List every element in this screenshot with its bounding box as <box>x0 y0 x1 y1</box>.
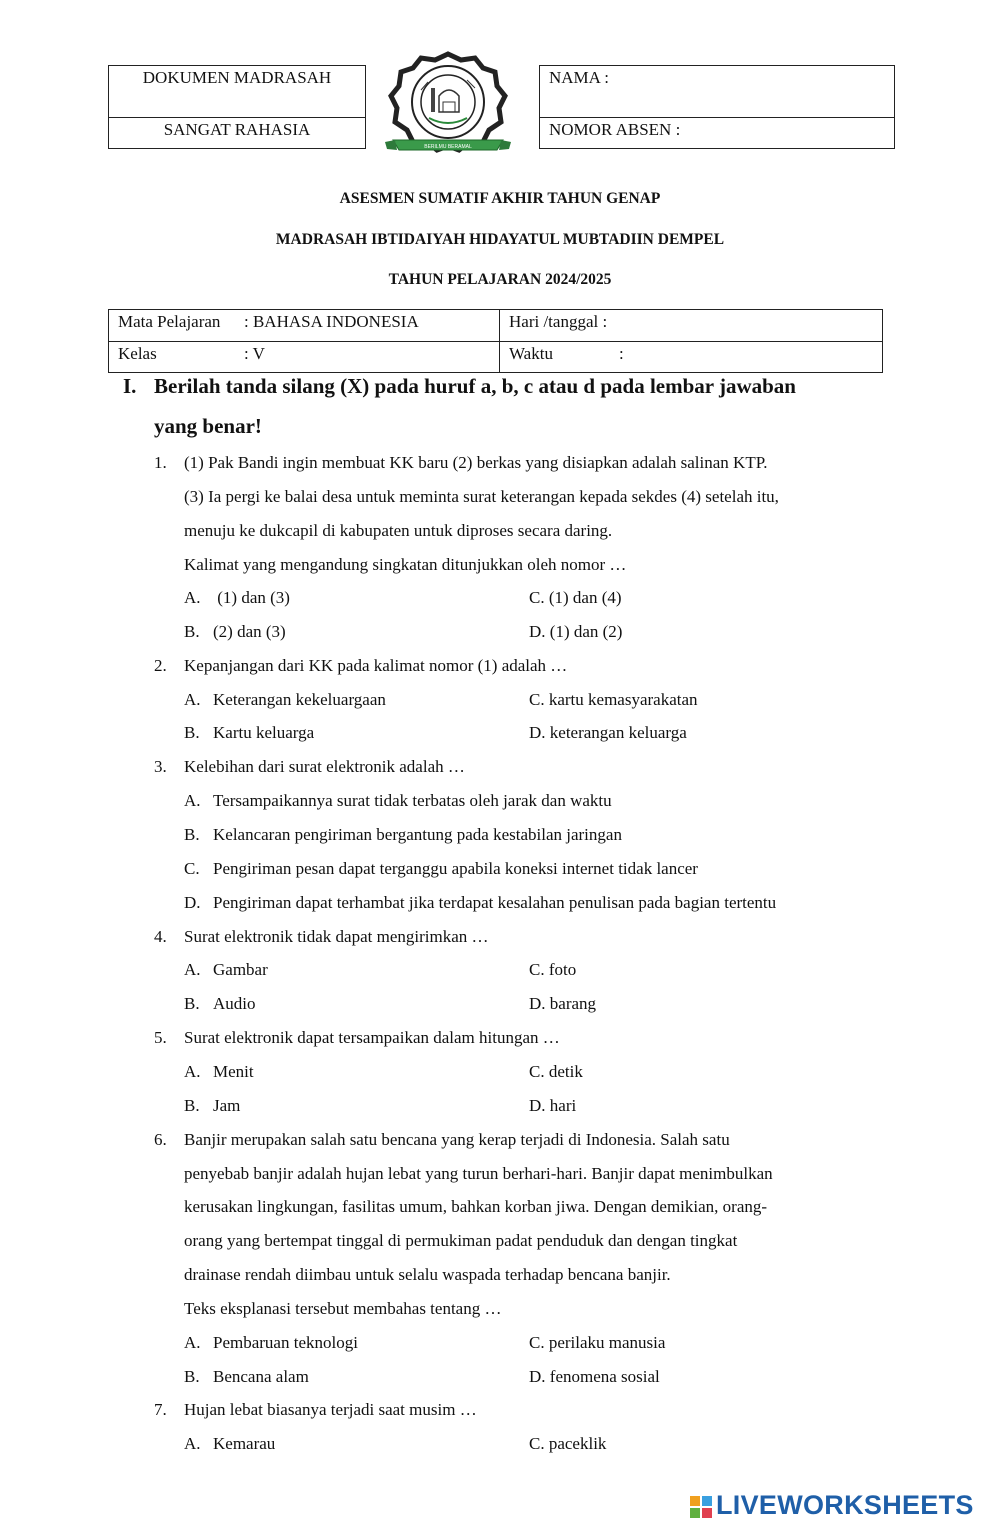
section-instruction-line2: yang benar! <box>154 414 262 438</box>
answer-option[interactable]: A. Keterangan kekeluargaan <box>184 690 386 709</box>
subject-label: Mata Pelajaran <box>118 312 221 331</box>
class-label: Kelas <box>118 344 157 363</box>
question-number: 2. <box>154 656 167 675</box>
date-label[interactable]: Hari /tanggal : <box>509 312 608 331</box>
answer-option[interactable]: C. perilaku manusia <box>529 1333 666 1352</box>
question-text: Kalimat yang mengandung singkatan ditunjukkan oleh nomor … <box>184 555 627 574</box>
liveworksheets-icon <box>690 1496 712 1518</box>
exam-title: ASESMEN SUMATIF AKHIR TAHUN GENAP <box>339 190 661 207</box>
subject-value: : BAHASA INDONESIA <box>244 312 419 331</box>
class-value: : V <box>244 344 265 363</box>
question-number: 1. <box>154 453 167 472</box>
liveworksheets-wordmark: LIVEWORKSHEETS <box>716 1490 974 1520</box>
answer-option[interactable]: B. Bencana alam <box>184 1367 309 1386</box>
question-text: drainase rendah diimbau untuk selalu waspada terhadap bencana banjir. <box>184 1265 671 1284</box>
answer-option[interactable]: C. detik <box>529 1062 583 1081</box>
answer-option[interactable]: D. hari <box>529 1096 577 1115</box>
question-text: (3) Ia pergi ke balai desa untuk meminta surat keterangan kepada sekdes (4) setelah itu, <box>184 487 779 506</box>
question-number: 6. <box>154 1130 167 1149</box>
academic-year: TAHUN PELAJARAN 2024/2025 <box>388 271 612 288</box>
answer-option[interactable]: D. fenomena sosial <box>529 1367 660 1386</box>
madrasah-logo <box>383 50 513 154</box>
header-left-box <box>108 65 366 149</box>
question-text: Surat elektronik dapat tersampaikan dalam hitungan … <box>184 1028 560 1047</box>
answer-option[interactable]: C. (1) dan (4) <box>529 588 622 607</box>
question-text: Hujan lebat biasanya terjadi saat musim … <box>184 1400 477 1419</box>
liveworksheets-logo[interactable] <box>690 1490 990 1524</box>
student-number-field[interactable]: NOMOR ABSEN : <box>549 120 681 139</box>
question-text: orang yang bertempat tinggal di permukiman padat penduduk dan dengan tingkat <box>184 1231 738 1250</box>
question-text: kerusakan lingkungan, fasilitas umum, bahkan korban jiwa. Dengan demikian, orang- <box>184 1197 768 1216</box>
section-instruction-line1: Berilah tanda silang (X) pada huruf a, b, c atau d pada lembar jawaban <box>154 374 796 398</box>
school-name: MADRASAH IBTIDAIYAH HIDAYATUL MUBTADIIN DEMPEL <box>275 231 725 248</box>
answer-option[interactable]: D. Pengiriman dapat terhambat jika terdapat kesalahan penulisan pada bagian tertentu <box>184 893 777 912</box>
exam-info-table <box>108 309 883 373</box>
answer-option[interactable]: A. (1) dan (3) <box>184 588 290 607</box>
question-number: 3. <box>154 757 167 776</box>
answer-option[interactable]: A. Tersampaikannya surat tidak terbatas oleh jarak dan waktu <box>184 791 612 810</box>
time-value[interactable]: : <box>619 344 624 363</box>
header-right-box <box>539 65 895 149</box>
answer-option[interactable]: A. Pembaruan teknologi <box>184 1333 358 1352</box>
question-text: Kepanjangan dari KK pada kalimat nomor (1) adalah … <box>184 656 568 675</box>
answer-option[interactable]: B. Kelancaran pengiriman bergantung pada kestabilan jaringan <box>184 825 622 844</box>
question-text: (1) Pak Bandi ingin membuat KK baru (2) berkas yang disiapkan adalah salinan KTP. <box>184 453 768 472</box>
answer-option[interactable]: C. paceklik <box>529 1434 607 1453</box>
answer-option[interactable]: C. Pengiriman pesan dapat terganggu apabila koneksi internet tidak lancer <box>184 859 698 878</box>
answer-option[interactable]: A. Menit <box>184 1062 254 1081</box>
answer-option[interactable]: A. Kemarau <box>184 1434 276 1453</box>
time-label: Waktu <box>509 344 553 363</box>
answer-option[interactable]: B. Jam <box>184 1096 241 1115</box>
svg-text:BERILMU BERAMAL: BERILMU BERAMAL <box>424 144 472 150</box>
question-number: 5. <box>154 1028 167 1047</box>
confidential-label: SANGAT RAHASIA <box>163 120 311 139</box>
answer-option[interactable]: C. kartu kemasyarakatan <box>529 690 698 709</box>
question-number: 4. <box>154 927 167 946</box>
question-text: Banjir merupakan salah satu bencana yang kerap terjadi di Indonesia. Salah satu <box>184 1130 730 1149</box>
answer-option[interactable]: D. keterangan keluarga <box>529 723 687 742</box>
student-name-field[interactable]: NAMA : <box>549 68 609 87</box>
answer-option[interactable]: D. barang <box>529 994 597 1013</box>
answer-option[interactable]: A. Gambar <box>184 960 268 979</box>
question-text: menuju ke dukcapil di kabupaten untuk diproses secara daring. <box>184 521 613 540</box>
document-label: DOKUMEN MADRASAH <box>142 68 332 87</box>
answer-option[interactable]: C. foto <box>529 960 577 979</box>
answer-option[interactable]: B. Kartu keluarga <box>184 723 315 742</box>
section-number: I. <box>123 374 137 398</box>
answer-option[interactable]: B. Audio <box>184 994 256 1013</box>
question-number: 7. <box>154 1400 167 1419</box>
question-text: Kelebihan dari surat elektronik adalah … <box>184 757 465 776</box>
answer-option[interactable]: D. (1) dan (2) <box>529 622 623 641</box>
question-text: penyebab banjir adalah hujan lebat yang turun berhari-hari. Banjir dapat menimbulkan <box>184 1164 773 1183</box>
answer-option[interactable]: B. (2) dan (3) <box>184 622 286 641</box>
question-text: Surat elektronik tidak dapat mengirimkan … <box>184 927 489 946</box>
question-text: Teks eksplanasi tersebut membahas tentang … <box>184 1299 502 1318</box>
